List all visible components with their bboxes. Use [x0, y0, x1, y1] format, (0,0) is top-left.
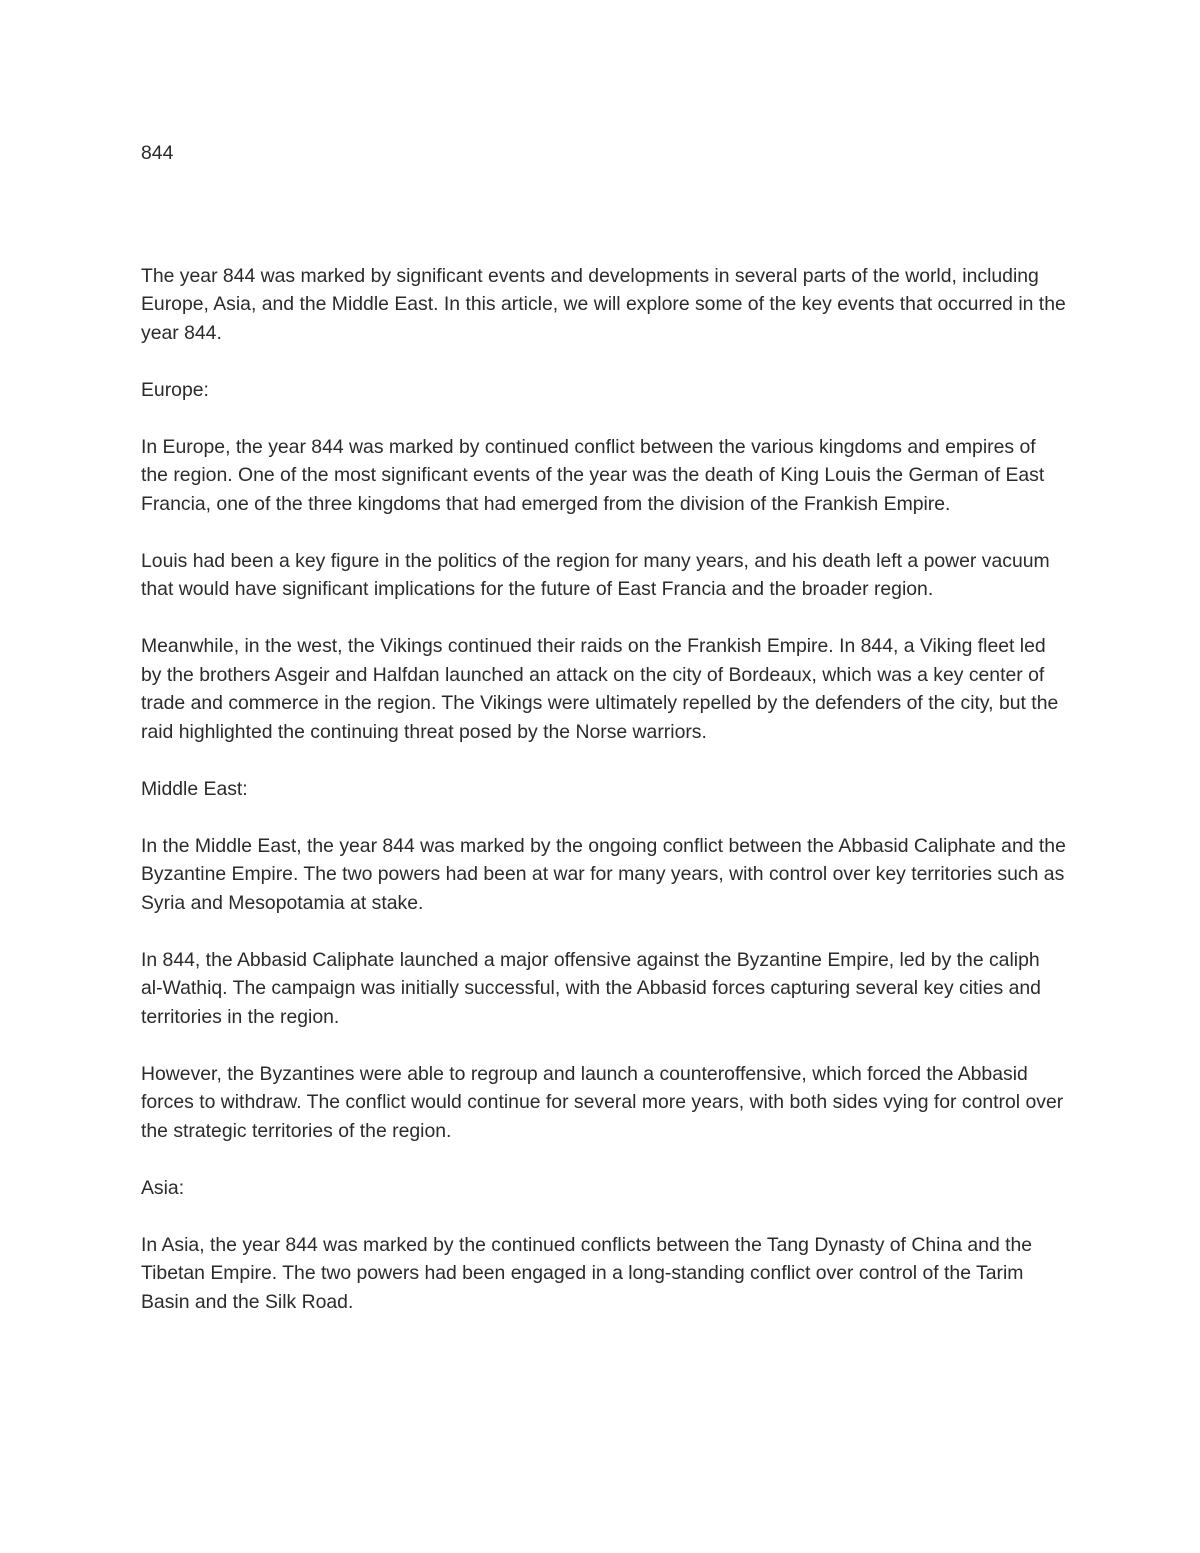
paragraph: Louis had been a key figure in the politics of the region for many years, and his death left a power vacuum that would have significant implications for the future of East Francia and the broader region. [141, 549, 1050, 600]
document-title: 844 [141, 142, 174, 164]
paragraph: In Europe, the year 844 was marked by continued conflict between the various kingdoms and empires of the region. One of the most significant events of the year was the death of King Louis the German of East Francia, one of the three kingdoms that had emerged from the division of the Frankish Empire. [141, 435, 1045, 515]
section-heading: Asia: [141, 1176, 185, 1199]
section-asia [141, 1174, 1066, 1317]
section-europe [141, 376, 1066, 747]
paragraph: In 844, the Abbasid Caliphate launched a major offensive against the Byzantine Empire, led by the caliph al-Wathiq. The campaign was initially successful, with the Abbasid forces capturing several key cities and territories in the region. [141, 948, 1041, 1028]
paragraph: In the Middle East, the year 844 was marked by the ongoing conflict between the Abbasid Caliphate and the Byzantine Empire. The two powers had been at war for many years, with control over key territories such as Syria and Mesopotamia at stake. [141, 834, 1066, 914]
section-heading: Europe: [141, 378, 209, 401]
paragraph: Meanwhile, in the west, the Vikings continued their raids on the Frankish Empire. In 844, a Viking fleet led by the brothers Asgeir and Halfdan launched an attack on the city of Bordeaux, which was a key center of trade and commerce in the region. The Vikings were ultimately repelled by the defenders of the city, but the raid highlighted the continuing threat posed by the Norse warriors. [141, 635, 1059, 743]
document-body [141, 139, 1066, 1345]
paragraph: In Asia, the year 844 was marked by the continued conflicts between the Tang Dynasty of China and the Tibetan Empire. The two powers had been engaged in a long-standing conflict over control of the Tarim Basin and the Silk Road. [141, 1233, 1033, 1313]
intro-paragraph: The year 844 was marked by significant events and developments in several parts of the world, including Europe, Asia, and the Middle East. In this article, we will explore some of the key events that occurred in the year 844. [141, 264, 1066, 344]
section-heading: Middle East: [141, 777, 248, 800]
paragraph: However, the Byzantines were able to regroup and launch a counteroffensive, which forced the Abbasid forces to withdraw. The conflict would continue for several more years, with both sides vying for control over the strategic territories of the region. [141, 1062, 1064, 1142]
section-middle-east [141, 775, 1066, 1146]
